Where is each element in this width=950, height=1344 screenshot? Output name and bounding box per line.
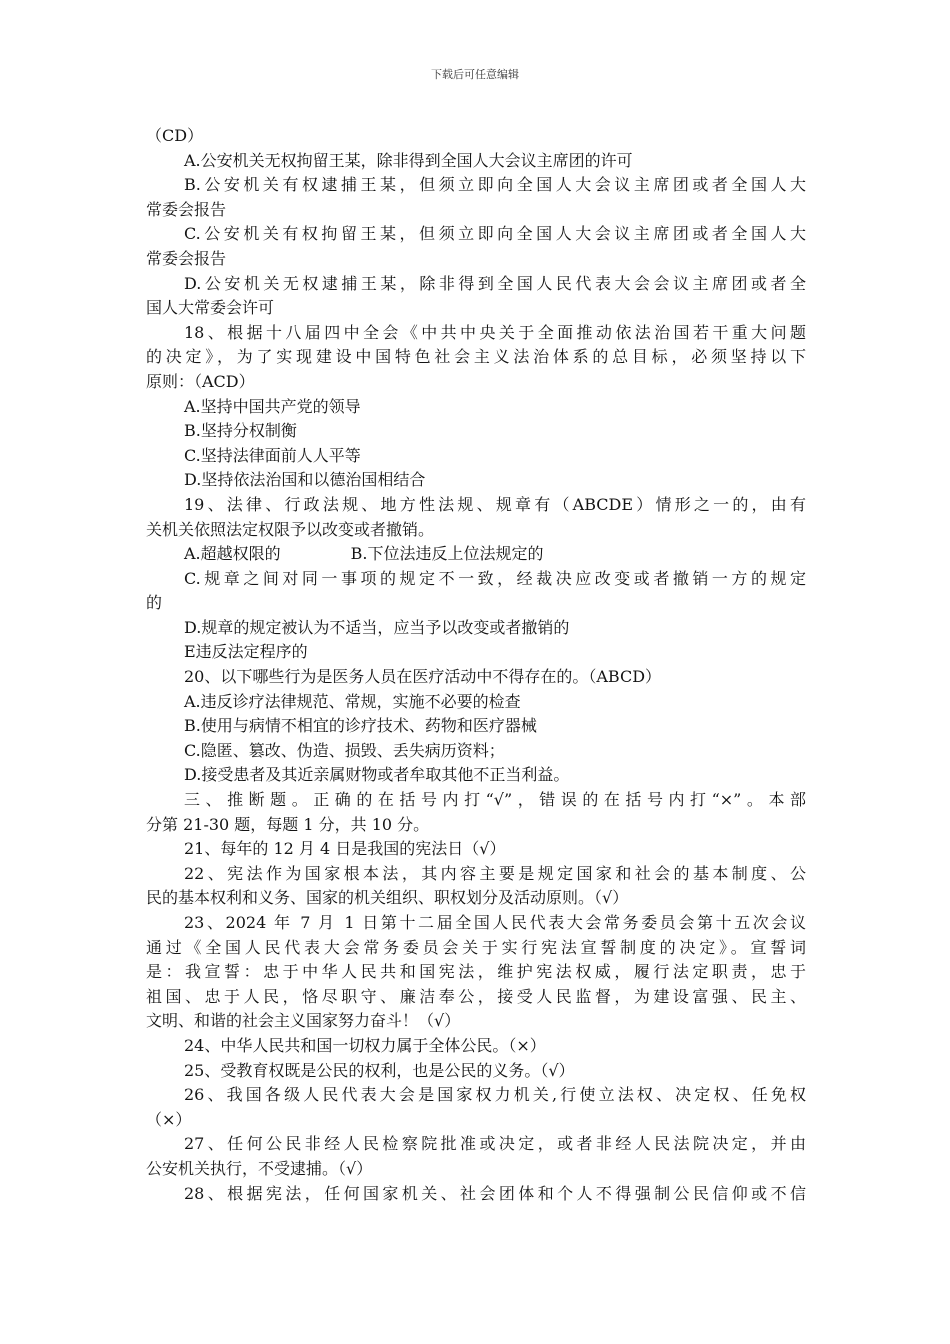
continuation-line: 公安机关执行，不受逮捕。（√） [146,1158,373,1178]
option-line: A.坚持中国共产党的领导 [184,396,361,416]
question-line: 21、每年的 12 月 4 日是我国的宪法日（√） [184,839,506,859]
option-line: A.违反诊疗法律规范、常规，实施不必要的检查 [184,691,521,711]
question-line: 20、以下哪些行为是医务人员在医疗活动中不得存在的。（ABCD） [184,667,662,687]
continuation-line: 国人大常委会许可 [146,298,275,318]
option-line: B.坚持分权制衡 [184,421,297,441]
continuation-line: 是：我宣誓：忠于中华人民共和国宪法，维护宪法权威，履行法定职责，忠于 [146,962,806,982]
option-line: B.公安机关有权逮捕王某，但须立即向全国人大会议主席团或者全国人大 [184,175,806,195]
continuation-line: 的决定》，为了实现建设中国特色社会主义法治体系的总目标，必须坚持以下 [146,347,806,367]
option-line: C.公安机关有权拘留王某，但须立即向全国人大会议主席团或者全国人大 [184,224,806,244]
question-line: 25、受教育权既是公民的权利，也是公民的义务。（√） [184,1060,575,1080]
question-line: 18、根据十八届四中全会《中共中央关于全面推动依法治国若干重大问题 [184,322,806,342]
option-line: C.隐匿、篡改、伪造、损毁、丢失病历资料； [184,740,505,760]
document-body [146,124,806,1206]
option-line: D.公安机关无权逮捕王某，除非得到全国人民代表大会会议主席团或者全 [184,273,806,293]
continuation-line: 常委会报告 [146,199,227,219]
answer-line: （CD） [146,126,204,145]
continuation-line: 原则：（ACD） [146,371,255,391]
option-b: B.下位法违反上位法规定的 [350,544,544,564]
option-line: C.规章之间对同一事项的规定不一致，经裁决应改变或者撤销一方的规定 [184,568,806,588]
page-header: 下载后可任意编辑 [431,68,519,81]
question-line: 28、根据宪法，任何国家机关、社会团体和个人不得强制公民信仰或不信 [184,1183,806,1203]
option-line: D.接受患者及其近亲属财物或者牟取其他不正当利益。 [184,765,570,785]
question-line: 23、2024 年 7 月 1 日第十二届全国人民代表大会常务委员会第十五次会议 [184,913,806,932]
continuation-line: 的 [146,593,163,613]
section-heading: 三、推断题。正确的在括号内打“√”，错误的在括号内打“×”。本部 [184,790,806,810]
option-line: A.公安机关无权拘留王某，除非得到全国人大会议主席团的许可 [184,150,633,170]
continuation-line: 关机关依照法定权限予以改变或者撤销。 [146,519,435,539]
option-line: D.坚持依法治国和以德治国相结合 [184,470,426,490]
question-line: 26、我国各级人民代表大会是国家权力机关,行使立法权、决定权、任免权 [184,1085,806,1105]
option-a: A.超越权限的 [184,544,281,564]
question-line: 22、宪法作为国家根本法，其内容主要是规定国家和社会的基本制度、公 [184,863,806,883]
continuation-line: 通过《全国人民代表大会常务委员会关于实行宪法宣誓制度的决定》。宣誓词 [146,937,806,957]
question-line: 24、中华人民共和国一切权力属于全体公民。（×） [184,1035,546,1055]
question-line: 27、任何公民非经人民检察院批准或决定，或者非经人民法院决定，并由 [184,1134,806,1154]
continuation-line: （×） [146,1109,192,1129]
option-line: D.规章的规定被认为不适当，应当予以改变或者撤销的 [184,617,570,637]
option-line: C.坚持法律面前人人平等 [184,445,361,465]
option-line: E违反法定程序的 [184,642,308,662]
continuation-line: 祖国、忠于人民，恪尽职守、廉洁奉公，接受人民监督，为建设富强、民主、 [146,986,806,1006]
option-line-pair [146,542,806,567]
continuation-line: 分第 21-30 题，每题 1 分，共 10 分。 [146,814,430,834]
continuation-line: 民的基本权利和义务、国家的机关组织、职权划分及活动原则。（√） [146,888,629,908]
continuation-line: 文明、和谐的社会主义国家努力奋斗！（√） [146,1011,461,1031]
option-line: B.使用与病情不相宜的诊疗技术、药物和医疗器械 [184,716,537,736]
question-line: 19、法律、行政法规、地方性法规、规章有（ABCDE）情形之一的，由有 [184,494,806,514]
continuation-line: 常委会报告 [146,248,227,268]
